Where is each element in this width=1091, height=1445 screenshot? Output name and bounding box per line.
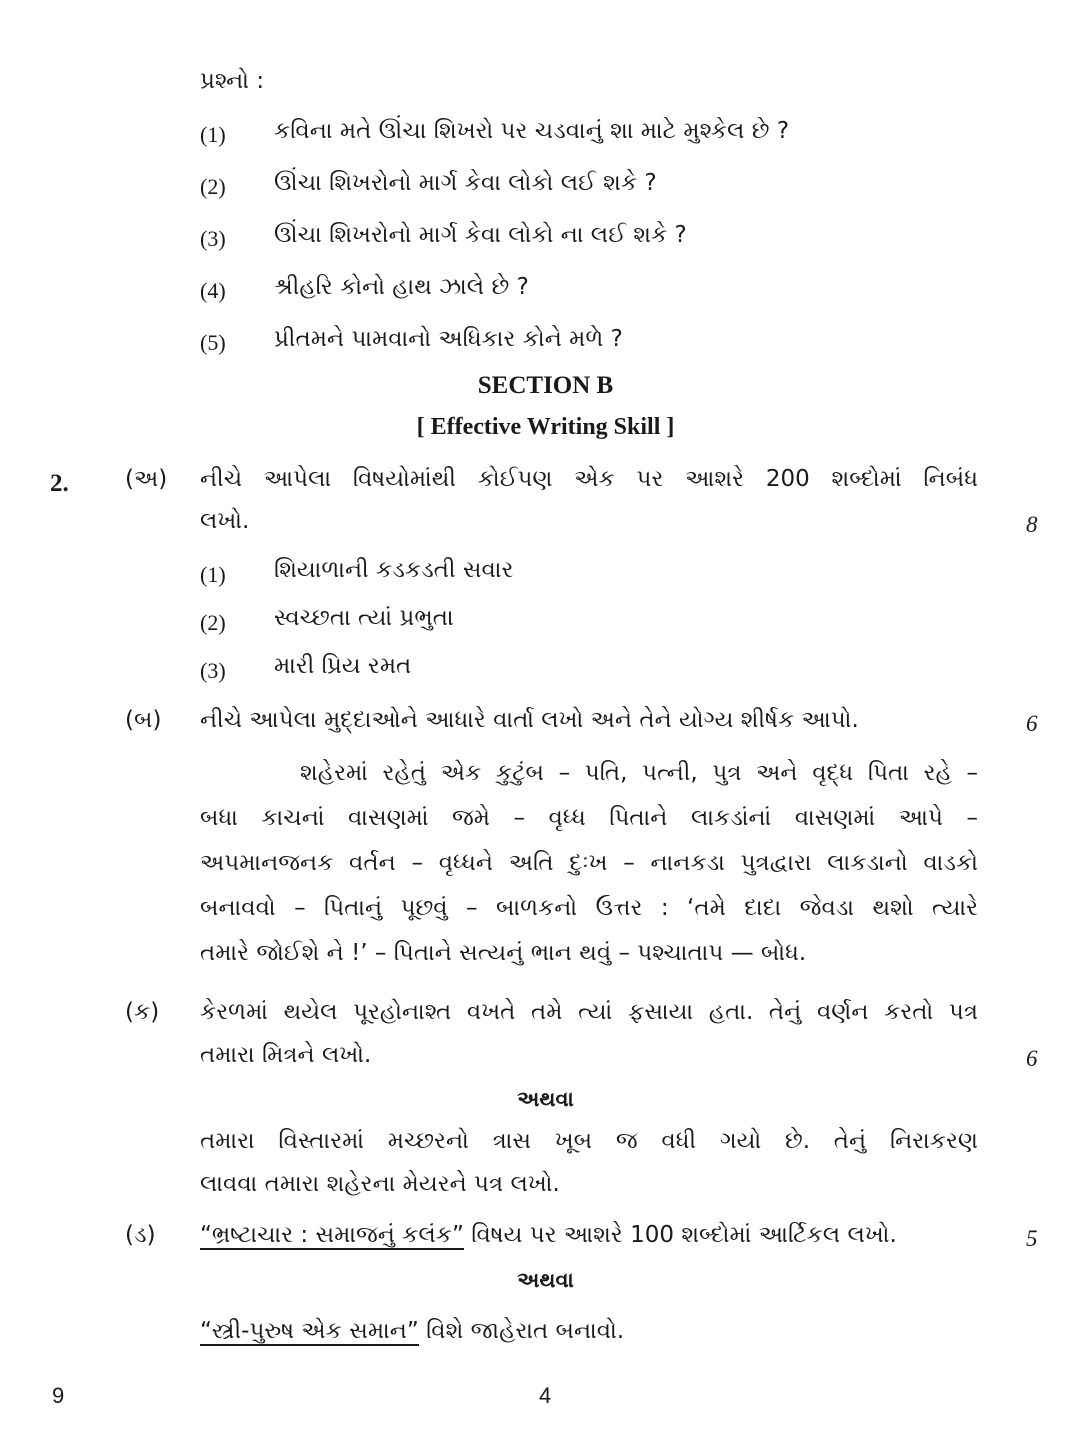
part-a-instruction-cont: લખો.: [200, 508, 250, 534]
part-a-instruction: નીચે આપેલા વિષયોમાંથી કોઈપણ એક પર આશરે 200 શબ્દોમાં નિબંધ: [200, 466, 978, 492]
part-d-instruction: [200, 1222, 897, 1248]
question-text: કવિના મતે ઊંચા શિખરો પર ચડવાનું શા માટે મુશ્કેલ છે ?: [274, 118, 790, 144]
part-d-alt-instruction-rest: વિશે જાહેરાત બનાવો.: [418, 1318, 625, 1344]
part-c-alt-instruction: તમારા વિસ્તારમાં મચ્છરનો ત્રાસ ખૂબ જ વધી ગયો છે. તેનું નિરાકરણ: [200, 1128, 978, 1154]
part-d-alt-instruction: [200, 1318, 624, 1344]
section-title: SECTION B: [477, 372, 614, 399]
story-point-line: અપમાનજનક વર્તન – વૃધ્ધને અતિ દુઃખ – નાનકડા પુત્રદ્વારા લાકડાનો વાડકો: [200, 850, 978, 876]
part-c-label: (ક): [125, 999, 160, 1025]
part-d-label: (ડ): [125, 1222, 156, 1248]
essay-option-text: મારી પ્રિય રમત: [274, 653, 412, 679]
part-b-marks: 6: [1026, 711, 1038, 736]
paper-code: 9: [52, 1383, 65, 1408]
part-c-instruction-cont: તમારા મિત્રને લખો.: [200, 1042, 372, 1068]
part-d-instruction-rest: વિષય પર આશરે 100 શબ્દોમાં આર્ટિકલ લખો.: [463, 1222, 897, 1248]
part-d-alt-topic: “સ્ત્રી-પુરુષ એક સમાન”: [200, 1318, 419, 1344]
part-d-marks: 5: [1026, 1226, 1038, 1251]
question-number: (1): [200, 122, 226, 147]
essay-option-number: (3): [200, 658, 226, 683]
question-number: (4): [200, 278, 226, 303]
page-number: 4: [539, 1383, 552, 1408]
question-text: ઊંચા શિખરોનો માર્ગ કેવા લોકો લઈ શકે ?: [274, 170, 657, 196]
question-number: (3): [200, 226, 226, 251]
question-number: (2): [200, 174, 226, 199]
part-c-instruction: કેરળમાં થયેલ પૂરહોનાશ્ત વખતે તમે ત્યાં ફસાયા હતા. તેનું વર્ણન કરતો પત્ર: [200, 999, 978, 1025]
part-a-label: (અ): [125, 466, 168, 492]
story-point-line: તમારે જોઈશે ને !’ – પિતાને સત્યનું ભાન થવું – પશ્ચાતાપ — બોધ.: [200, 940, 807, 966]
essay-option-number: (1): [200, 562, 226, 587]
story-point-line: શહેરમાં રહેતું એક કુટુંબ – પતિ, પત્ની, પુત્ર અને વૃદ્ધ પિતા રહે –: [300, 760, 978, 786]
part-d-topic: “ભ્રષ્ટાચાર : સમાજનું કલંક”: [200, 1222, 464, 1248]
part-a-marks: 8: [1026, 512, 1038, 537]
essay-option-text: સ્વચ્છતા ત્યાં પ્રભુતા: [274, 605, 454, 631]
story-point-line: બધા કાચનાં વાસણમાં જમે – વૃધ્ધ પિતાને લાકડાંનાં વાસણમાં આપે –: [200, 805, 978, 831]
question-number: (5): [200, 330, 226, 355]
or-divider: અથવા: [517, 1087, 574, 1111]
question-2-number: 2.: [50, 470, 69, 497]
section-subtitle: [ Effective Writing Skill ]: [416, 414, 675, 440]
question-text: શ્રીહરિ કોનો હાથ ઝાલે છે ?: [274, 274, 529, 300]
part-c-marks: 6: [1026, 1046, 1038, 1071]
questions-heading: પ્રશ્નો :: [200, 68, 265, 94]
story-point-line: બનાવવો – પિતાનું પૂછવું – બાળકનો ઉત્તર : ‘તમે દાદા જેવડા થશો ત્યારે: [200, 895, 978, 921]
part-b-label: (બ): [125, 707, 162, 733]
question-text: ઊંચા શિખરોનો માર્ગ કેવા લોકો ના લઈ શકે ?: [274, 222, 687, 248]
question-text: પ્રીતમને પામવાનો અધિકાર કોને મળે ?: [274, 326, 623, 352]
part-c-alt-instruction-cont: લાવવા તમારા શહેરના મેયરને પત્ર લખો.: [200, 1171, 560, 1197]
essay-option-number: (2): [200, 610, 226, 635]
essay-option-text: શિયાળાની કડકડતી સવાર: [274, 557, 514, 583]
part-b-instruction: નીચે આપેલા મુદ્દાઓને આધારે વાર્તા લખો અને તેને યોગ્ય શીર્ષક આપો.: [200, 707, 859, 733]
or-divider: અથવા: [517, 1268, 574, 1292]
